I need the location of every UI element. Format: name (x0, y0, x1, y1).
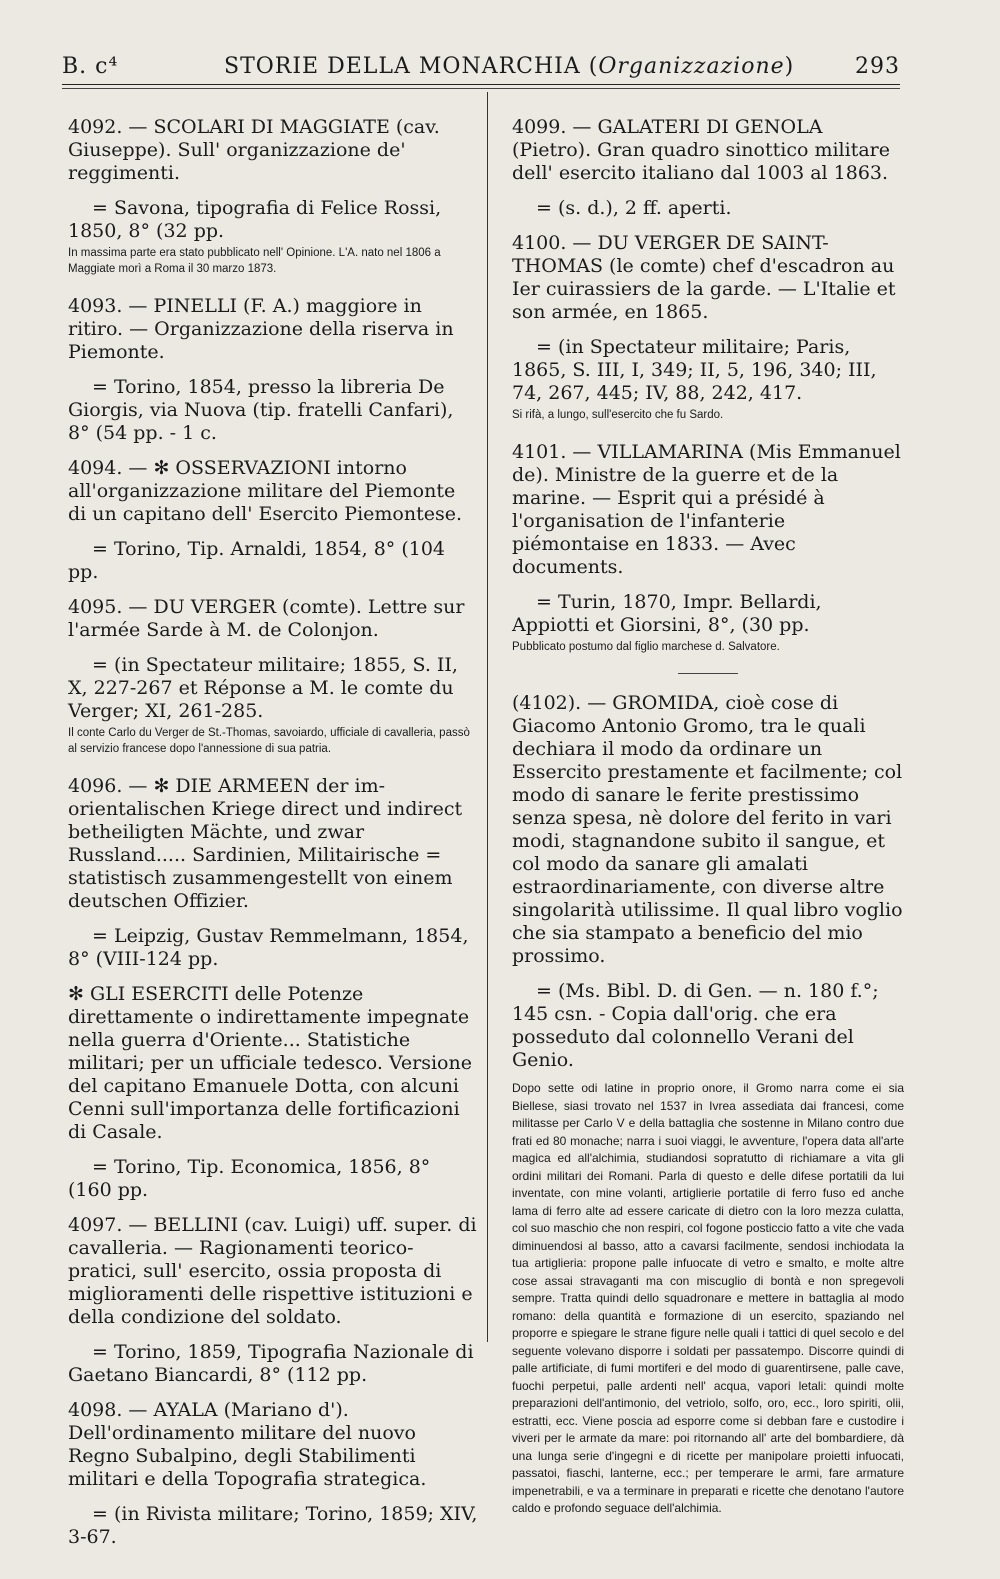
left-column (68, 116, 478, 1549)
imprint-4100: = (in Spectateur militaire; Paris, 1865, S. III, I, 349; II, 5, 196, 340; III, 74, 267, 445; IV, 88, 242, 417. (512, 336, 877, 404)
column-divider (487, 92, 488, 1342)
note-4102: Dopo sette odi latine in proprio onore, il Gromo narra come ei sia Biellese, siasi trovato nel 1537 in Ivrea assediata dai francesi, come militasse per Carlo V e della battaglia che sostenne in Milano contro due frati ed 80 monache; narra i suoi viaggi, le avventure, l'opera data all'arte magica ed all'alchimia, studiandosi sopratutto di richiamare a vita gli ordini militari dei Romani. Parla di questo e delle difese portatili da lui inventate, con mine volanti, artiglierie portatile di ferro fuso ed anche lama di ferro alte ad essere caricate di dietro con la loro mezza culatta, col suo maschio che non respiri, col fogone posticcio fatto a vite che vada diminuendosi al basso, atto a cavarsi facilmente, sendosi inchiodata la tua artiglieria: propone palle infuocate di vetro e smalto, e molte altre cose assai stravaganti ma con miscuglio di bontà e non spregevoli sempre. Tratta quindi dello squadronare e mettere in battaglia al modo romano: della quantità e formazione di un esercito, spaziando nel proporre e spiegare le strane figure nelle quali i tattici di quel secolo e del seguente volevano disporre i soldati per passatempo. Discorre quindi di palle artificiate, di fumi mortiferi e del modo di guarentirsene, palle cave, fuochi perpetui, palle ardenti nell' acqua, vapori letali: quindi molte preparazioni dell'antimonio, del vetriolo, solfo, oro, ecc., loro spiriti, olii, estratti, ecc. Viene poscia ad esporre come si debban fare e custodire i viveri per le armate da mare: poi ritornando all' arte del bombardiere, dà una lunga serie d'ingegni e di ricette per manipolare proietti infuocati, passatoi, fiaschi, lanterne, ecc.; per temperare le armi, fare armature impenetrabili, e va a terminare in preparati e ricette che denotano l'autore caldo e profondo seguace dell'alchimia. (512, 1081, 904, 1515)
entry-4096: 4096. — ✻ DIE ARMEEN der im-orientalischen Kriege direct und indirect betheiligten Mächte, und zwar Russland..... Sardinien, Militairische = statistisch zusammengestellt von einem deutschen Offizier. (68, 775, 463, 912)
signature-mark: B. c⁴ (62, 54, 119, 79)
entry-4093: 4093. — PINELLI (F. A.) maggiore in ritiro. — Organizzazione della riserva in Piemonte. (68, 295, 454, 363)
imprint-4099: = (s. d.), 2 ff. aperti. (536, 197, 732, 219)
imprint-4098: = (in Rivista militare; Torino, 1859; XIV, 3-67. (68, 1503, 478, 1548)
imprint-4096: = Leipzig, Gustav Remmelmann, 1854, 8° (VIII-124 pp. (68, 925, 469, 970)
header-rule-thin (62, 88, 900, 89)
running-title (224, 54, 794, 79)
running-title-italic: Organizzazione (598, 54, 785, 79)
note-4101: Pubblicato postumo dal figlio marchese d. Salvatore. (512, 641, 780, 653)
imprint-4096b: = Torino, Tip. Economica, 1856, 8° (160 pp. (68, 1156, 431, 1201)
entry-4102: (4102). — GROMIDA, cioè cose di Giacomo Antonio Gromo, tra le quali dechiara il modo da ordinare un Essercito prestamente et facilmente; col modo di sanare le ferite prestissimo senza spesa, nè dolore del ferito in vari modi, stagnandone subito il sangue, et col modo da sanare gli amalati estraordinariamente, con diverse altre singolarità utilissime. Il qual libro voglio che sia stampato a beneficio del mio prossimo. (512, 692, 903, 967)
right-column (512, 116, 904, 1518)
note-4100: Si rifà, a lungo, sull'esercito che fu Sardo. (512, 409, 724, 421)
running-title-main: STORIE DELLA MONARCHIA ( (224, 54, 599, 79)
imprint-4097: = Torino, 1859, Tipografia Nazionale di Gaetano Biancardi, 8° (112 pp. (68, 1341, 474, 1386)
entry-4092: 4092. — SCOLARI DI MAGGIATE (cav. Giuseppe). Sull' organizzazione de' reggimenti. (68, 116, 440, 184)
note-4092: In massima parte era stato pubblicato nell' Opinione. L'A. nato nel 1806 a Maggiate morì a Roma il 30 marzo 1873. (68, 247, 441, 275)
entry-4096b: ✻ GLI ESERCITI delle Potenze direttamente o indirettamente impegnate nella guerra d'Oriente... Statistiche militari; per un ufficiale tedesco. Versione del capitano Emanuele Dotta, con alcuni Cenni sull'importanza delle fortificazioni di Casale. (68, 983, 472, 1143)
imprint-4093: = Torino, 1854, presso la libreria De Giorgis, via Nuova (tip. fratelli Canfari), 8° (54 pp. - 1 c. (68, 376, 454, 444)
imprint-4102: = (Ms. Bibl. D. di Gen. — n. 180 f.°; 145 csn. - Copia dall'orig. che era posseduto dal colonnello Verani del Genio. (512, 980, 879, 1071)
header-rule (62, 84, 900, 85)
entry-4094: 4094. — ✻ OSSERVAZIONI intorno all'organizzazione militare del Piemonte di un capitano dell' Esercito Piemontese. (68, 457, 462, 525)
imprint-4092: = Savona, tipografia di Felice Rossi, 1850, 8° (32 pp. (68, 197, 442, 242)
entry-4097: 4097. — BELLINI (cav. Luigi) uff. super. di cavalleria. — Ragionamenti teorico-pratici, sull' esercito, ossia proposta di miglioramenti delle rispettive istituzioni e della condizione del soldato. (68, 1214, 477, 1328)
imprint-4095: = (in Spectateur militaire; 1855, S. II, X, 227-267 et Réponse a M. le comte du Verger; XI, 261-285. (68, 654, 458, 722)
entry-4095: 4095. — DU VERGER (comte). Lettre sur l'armée Sarde à M. de Colonjon. (68, 596, 465, 641)
section-separator (678, 673, 738, 674)
imprint-4101: = Turin, 1870, Impr. Bellardi, Appiotti et Giorsini, 8°, (30 pp. (512, 591, 822, 636)
imprint-4094: = Torino, Tip. Arnaldi, 1854, 8° (104 pp. (68, 538, 446, 583)
note-4095: Il conte Carlo du Verger de St.-Thomas, savoiardo, ufficiale di cavalleria, passò al servizio francese dopo l'annessione di sua patria. (68, 727, 470, 755)
entry-4101: 4101. — VILLAMARINA (Mis Emmanuel de). Ministre de la guerre et de la marine. — Esprit qui a présidé à l'organisation de l'infanterie piémontaise en 1833. — Avec documents. (512, 441, 901, 578)
entry-4099: 4099. — GALATERI DI GENOLA (Pietro). Gran quadro sinottico militare dell' esercito italiano dal 1003 al 1863. (512, 116, 890, 184)
running-title-end: ) (784, 54, 795, 79)
entry-4100: 4100. — DU VERGER DE SAINT-THOMAS (le comte) chef d'escadron au Ier cuirassiers de la garde. — L'Italie et son armée, en 1865. (512, 232, 896, 323)
page-number: 293 (855, 54, 900, 79)
entry-4098: 4098. — AYALA (Mariano d'). Dell'ordinamento militare del nuovo Regno Subalpino, degli Stabilimenti militari e della Topografia strategica. (68, 1399, 427, 1490)
running-header (62, 50, 900, 84)
